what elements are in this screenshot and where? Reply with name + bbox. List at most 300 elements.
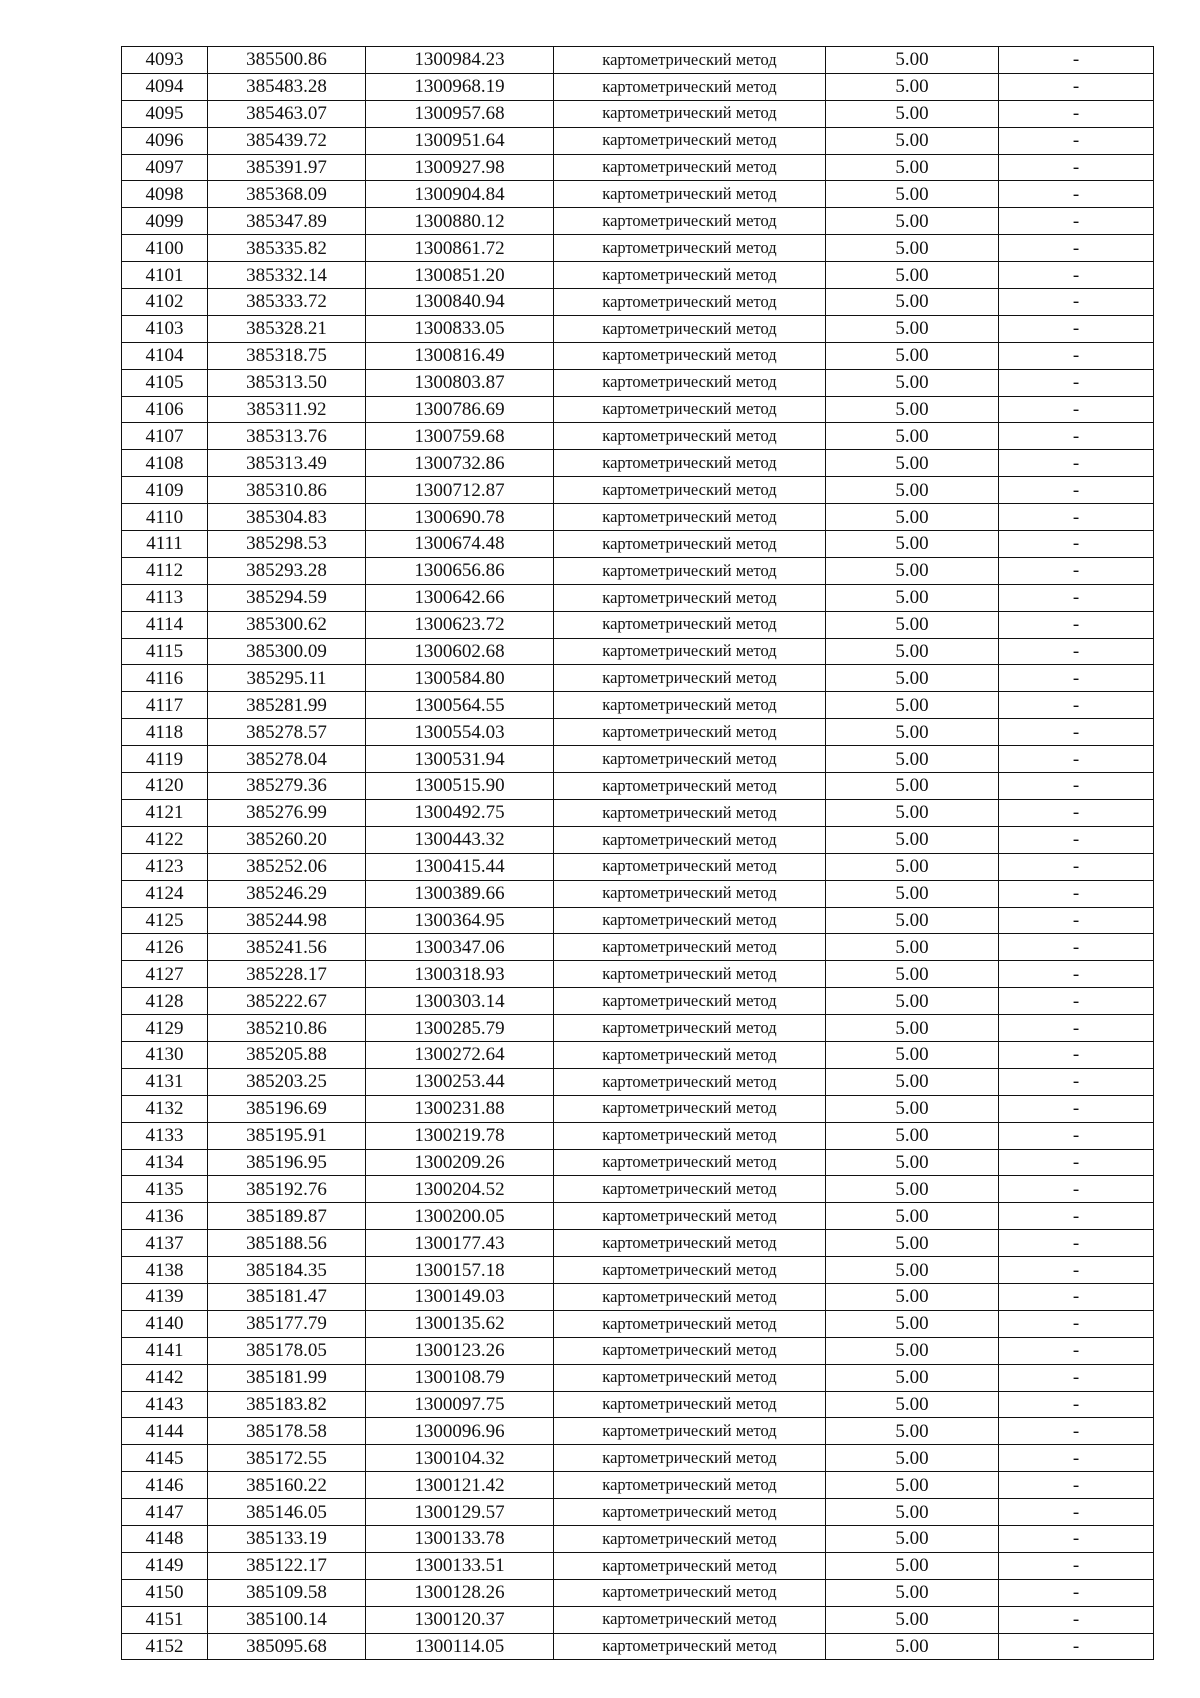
method-cell: картометрический метод bbox=[554, 1418, 826, 1445]
table-row bbox=[122, 1472, 1154, 1499]
accuracy-cell: 5.00 bbox=[826, 1606, 999, 1633]
x-coordinate-cell: 385311.92 bbox=[208, 396, 366, 423]
point-number-cell: 4137 bbox=[122, 1230, 208, 1257]
accuracy-cell: 5.00 bbox=[826, 799, 999, 826]
y-coordinate-cell: 1300204.52 bbox=[366, 1176, 554, 1203]
accuracy-cell: 5.00 bbox=[826, 73, 999, 100]
table-row bbox=[122, 1122, 1154, 1149]
x-coordinate-cell: 385300.09 bbox=[208, 638, 366, 665]
y-coordinate-cell: 1300108.79 bbox=[366, 1364, 554, 1391]
method-cell: картометрический метод bbox=[554, 584, 826, 611]
accuracy-cell: 5.00 bbox=[826, 369, 999, 396]
table-row bbox=[122, 719, 1154, 746]
x-coordinate-cell: 385241.56 bbox=[208, 934, 366, 961]
table-row bbox=[122, 880, 1154, 907]
x-coordinate-cell: 385100.14 bbox=[208, 1606, 366, 1633]
description-cell: - bbox=[999, 934, 1154, 961]
point-number-cell: 4140 bbox=[122, 1310, 208, 1337]
y-coordinate-cell: 1300123.26 bbox=[366, 1337, 554, 1364]
x-coordinate-cell: 385281.99 bbox=[208, 692, 366, 719]
y-coordinate-cell: 1300157.18 bbox=[366, 1257, 554, 1284]
accuracy-cell: 5.00 bbox=[826, 961, 999, 988]
y-coordinate-cell: 1300554.03 bbox=[366, 719, 554, 746]
point-number-cell: 4105 bbox=[122, 369, 208, 396]
method-cell: картометрический метод bbox=[554, 531, 826, 558]
method-cell: картометрический метод bbox=[554, 638, 826, 665]
table-row bbox=[122, 907, 1154, 934]
y-coordinate-cell: 1300209.26 bbox=[366, 1149, 554, 1176]
x-coordinate-cell: 385189.87 bbox=[208, 1203, 366, 1230]
point-number-cell: 4116 bbox=[122, 665, 208, 692]
x-coordinate-cell: 385122.17 bbox=[208, 1552, 366, 1579]
method-cell: картометрический метод bbox=[554, 47, 826, 74]
table-row bbox=[122, 1391, 1154, 1418]
x-coordinate-cell: 385318.75 bbox=[208, 342, 366, 369]
y-coordinate-cell: 1300851.20 bbox=[366, 262, 554, 289]
point-number-cell: 4107 bbox=[122, 423, 208, 450]
table-row bbox=[122, 1176, 1154, 1203]
table-row bbox=[122, 961, 1154, 988]
description-cell: - bbox=[999, 1310, 1154, 1337]
method-cell: картометрический метод bbox=[554, 208, 826, 235]
point-number-cell: 4134 bbox=[122, 1149, 208, 1176]
x-coordinate-cell: 385244.98 bbox=[208, 907, 366, 934]
table-row bbox=[122, 1203, 1154, 1230]
description-cell: - bbox=[999, 1257, 1154, 1284]
x-coordinate-cell: 385252.06 bbox=[208, 853, 366, 880]
accuracy-cell: 5.00 bbox=[826, 611, 999, 638]
table-row bbox=[122, 1579, 1154, 1606]
description-cell: - bbox=[999, 423, 1154, 450]
x-coordinate-cell: 385196.69 bbox=[208, 1095, 366, 1122]
x-coordinate-cell: 385279.36 bbox=[208, 773, 366, 800]
point-number-cell: 4108 bbox=[122, 450, 208, 477]
accuracy-cell: 5.00 bbox=[826, 1149, 999, 1176]
table-row bbox=[122, 73, 1154, 100]
method-cell: картометрический метод bbox=[554, 611, 826, 638]
x-coordinate-cell: 385181.47 bbox=[208, 1283, 366, 1310]
table-row bbox=[122, 154, 1154, 181]
y-coordinate-cell: 1300927.98 bbox=[366, 154, 554, 181]
accuracy-cell: 5.00 bbox=[826, 1364, 999, 1391]
coordinates-table bbox=[121, 46, 1154, 1660]
method-cell: картометрический метод bbox=[554, 262, 826, 289]
point-number-cell: 4103 bbox=[122, 315, 208, 342]
table-row bbox=[122, 47, 1154, 74]
y-coordinate-cell: 1300415.44 bbox=[366, 853, 554, 880]
y-coordinate-cell: 1300129.57 bbox=[366, 1499, 554, 1526]
accuracy-cell: 5.00 bbox=[826, 47, 999, 74]
point-number-cell: 4138 bbox=[122, 1257, 208, 1284]
method-cell: картометрический метод bbox=[554, 369, 826, 396]
accuracy-cell: 5.00 bbox=[826, 934, 999, 961]
accuracy-cell: 5.00 bbox=[826, 1041, 999, 1068]
point-number-cell: 4100 bbox=[122, 235, 208, 262]
y-coordinate-cell: 1300564.55 bbox=[366, 692, 554, 719]
x-coordinate-cell: 385313.50 bbox=[208, 369, 366, 396]
accuracy-cell: 5.00 bbox=[826, 1310, 999, 1337]
accuracy-cell: 5.00 bbox=[826, 719, 999, 746]
accuracy-cell: 5.00 bbox=[826, 477, 999, 504]
point-number-cell: 4098 bbox=[122, 181, 208, 208]
y-coordinate-cell: 1300120.37 bbox=[366, 1606, 554, 1633]
y-coordinate-cell: 1300816.49 bbox=[366, 342, 554, 369]
x-coordinate-cell: 385276.99 bbox=[208, 799, 366, 826]
accuracy-cell: 5.00 bbox=[826, 665, 999, 692]
point-number-cell: 4126 bbox=[122, 934, 208, 961]
point-number-cell: 4093 bbox=[122, 47, 208, 74]
point-number-cell: 4145 bbox=[122, 1445, 208, 1472]
description-cell: - bbox=[999, 1122, 1154, 1149]
description-cell: - bbox=[999, 1283, 1154, 1310]
method-cell: картометрический метод bbox=[554, 1095, 826, 1122]
point-number-cell: 4150 bbox=[122, 1579, 208, 1606]
description-cell: - bbox=[999, 235, 1154, 262]
y-coordinate-cell: 1300492.75 bbox=[366, 799, 554, 826]
method-cell: картометрический метод bbox=[554, 961, 826, 988]
x-coordinate-cell: 385332.14 bbox=[208, 262, 366, 289]
method-cell: картометрический метод bbox=[554, 1041, 826, 1068]
y-coordinate-cell: 1300833.05 bbox=[366, 315, 554, 342]
point-number-cell: 4149 bbox=[122, 1552, 208, 1579]
accuracy-cell: 5.00 bbox=[826, 584, 999, 611]
description-cell: - bbox=[999, 369, 1154, 396]
y-coordinate-cell: 1300149.03 bbox=[366, 1283, 554, 1310]
y-coordinate-cell: 1300097.75 bbox=[366, 1391, 554, 1418]
description-cell: - bbox=[999, 1230, 1154, 1257]
y-coordinate-cell: 1300128.26 bbox=[366, 1579, 554, 1606]
y-coordinate-cell: 1300347.06 bbox=[366, 934, 554, 961]
table-row bbox=[122, 235, 1154, 262]
method-cell: картометрический метод bbox=[554, 100, 826, 127]
y-coordinate-cell: 1300177.43 bbox=[366, 1230, 554, 1257]
accuracy-cell: 5.00 bbox=[826, 1230, 999, 1257]
x-coordinate-cell: 385205.88 bbox=[208, 1041, 366, 1068]
point-number-cell: 4110 bbox=[122, 504, 208, 531]
point-number-cell: 4131 bbox=[122, 1068, 208, 1095]
y-coordinate-cell: 1300389.66 bbox=[366, 880, 554, 907]
point-number-cell: 4139 bbox=[122, 1283, 208, 1310]
y-coordinate-cell: 1300121.42 bbox=[366, 1472, 554, 1499]
point-number-cell: 4094 bbox=[122, 73, 208, 100]
y-coordinate-cell: 1300272.64 bbox=[366, 1041, 554, 1068]
x-coordinate-cell: 385294.59 bbox=[208, 584, 366, 611]
table-row bbox=[122, 181, 1154, 208]
description-cell: - bbox=[999, 73, 1154, 100]
accuracy-cell: 5.00 bbox=[826, 692, 999, 719]
x-coordinate-cell: 385500.86 bbox=[208, 47, 366, 74]
y-coordinate-cell: 1300133.51 bbox=[366, 1552, 554, 1579]
accuracy-cell: 5.00 bbox=[826, 423, 999, 450]
table-row bbox=[122, 1418, 1154, 1445]
y-coordinate-cell: 1300759.68 bbox=[366, 423, 554, 450]
description-cell: - bbox=[999, 127, 1154, 154]
description-cell: - bbox=[999, 692, 1154, 719]
y-coordinate-cell: 1300968.19 bbox=[366, 73, 554, 100]
x-coordinate-cell: 385439.72 bbox=[208, 127, 366, 154]
y-coordinate-cell: 1300904.84 bbox=[366, 181, 554, 208]
description-cell: - bbox=[999, 746, 1154, 773]
method-cell: картометрический метод bbox=[554, 235, 826, 262]
method-cell: картометрический метод bbox=[554, 1257, 826, 1284]
y-coordinate-cell: 1300443.32 bbox=[366, 826, 554, 853]
method-cell: картометрический метод bbox=[554, 907, 826, 934]
method-cell: картометрический метод bbox=[554, 1015, 826, 1042]
method-cell: картометрический метод bbox=[554, 853, 826, 880]
point-number-cell: 4146 bbox=[122, 1472, 208, 1499]
x-coordinate-cell: 385146.05 bbox=[208, 1499, 366, 1526]
description-cell: - bbox=[999, 1068, 1154, 1095]
point-number-cell: 4147 bbox=[122, 1499, 208, 1526]
description-cell: - bbox=[999, 450, 1154, 477]
y-coordinate-cell: 1300674.48 bbox=[366, 531, 554, 558]
x-coordinate-cell: 385333.72 bbox=[208, 289, 366, 316]
point-number-cell: 4118 bbox=[122, 719, 208, 746]
y-coordinate-cell: 1300364.95 bbox=[366, 907, 554, 934]
y-coordinate-cell: 1300803.87 bbox=[366, 369, 554, 396]
x-coordinate-cell: 385304.83 bbox=[208, 504, 366, 531]
method-cell: картометрический метод bbox=[554, 423, 826, 450]
description-cell: - bbox=[999, 396, 1154, 423]
point-number-cell: 4143 bbox=[122, 1391, 208, 1418]
accuracy-cell: 5.00 bbox=[826, 262, 999, 289]
y-coordinate-cell: 1300984.23 bbox=[366, 47, 554, 74]
description-cell: - bbox=[999, 880, 1154, 907]
description-cell: - bbox=[999, 1525, 1154, 1552]
table-row bbox=[122, 1552, 1154, 1579]
table-row bbox=[122, 127, 1154, 154]
accuracy-cell: 5.00 bbox=[826, 1176, 999, 1203]
table-row bbox=[122, 1364, 1154, 1391]
accuracy-cell: 5.00 bbox=[826, 1525, 999, 1552]
table-row bbox=[122, 1015, 1154, 1042]
accuracy-cell: 5.00 bbox=[826, 1095, 999, 1122]
y-coordinate-cell: 1300114.05 bbox=[366, 1633, 554, 1660]
accuracy-cell: 5.00 bbox=[826, 1499, 999, 1526]
description-cell: - bbox=[999, 504, 1154, 531]
point-number-cell: 4136 bbox=[122, 1203, 208, 1230]
table-row bbox=[122, 773, 1154, 800]
x-coordinate-cell: 385246.29 bbox=[208, 880, 366, 907]
accuracy-cell: 5.00 bbox=[826, 396, 999, 423]
x-coordinate-cell: 385278.57 bbox=[208, 719, 366, 746]
y-coordinate-cell: 1300861.72 bbox=[366, 235, 554, 262]
description-cell: - bbox=[999, 719, 1154, 746]
description-cell: - bbox=[999, 826, 1154, 853]
point-number-cell: 4141 bbox=[122, 1337, 208, 1364]
accuracy-cell: 5.00 bbox=[826, 1337, 999, 1364]
point-number-cell: 4109 bbox=[122, 477, 208, 504]
accuracy-cell: 5.00 bbox=[826, 638, 999, 665]
point-number-cell: 4122 bbox=[122, 826, 208, 853]
description-cell: - bbox=[999, 1176, 1154, 1203]
accuracy-cell: 5.00 bbox=[826, 450, 999, 477]
description-cell: - bbox=[999, 1579, 1154, 1606]
y-coordinate-cell: 1300623.72 bbox=[366, 611, 554, 638]
x-coordinate-cell: 385095.68 bbox=[208, 1633, 366, 1660]
method-cell: картометрический метод bbox=[554, 1122, 826, 1149]
accuracy-cell: 5.00 bbox=[826, 1015, 999, 1042]
x-coordinate-cell: 385293.28 bbox=[208, 557, 366, 584]
y-coordinate-cell: 1300253.44 bbox=[366, 1068, 554, 1095]
accuracy-cell: 5.00 bbox=[826, 100, 999, 127]
method-cell: картометрический метод bbox=[554, 127, 826, 154]
y-coordinate-cell: 1300951.64 bbox=[366, 127, 554, 154]
description-cell: - bbox=[999, 799, 1154, 826]
accuracy-cell: 5.00 bbox=[826, 315, 999, 342]
accuracy-cell: 5.00 bbox=[826, 1552, 999, 1579]
y-coordinate-cell: 1300656.86 bbox=[366, 557, 554, 584]
description-cell: - bbox=[999, 1203, 1154, 1230]
method-cell: картометрический метод bbox=[554, 1149, 826, 1176]
description-cell: - bbox=[999, 1364, 1154, 1391]
x-coordinate-cell: 385313.49 bbox=[208, 450, 366, 477]
point-number-cell: 4129 bbox=[122, 1015, 208, 1042]
y-coordinate-cell: 1300880.12 bbox=[366, 208, 554, 235]
x-coordinate-cell: 385278.04 bbox=[208, 746, 366, 773]
table-row bbox=[122, 1068, 1154, 1095]
method-cell: картометрический метод bbox=[554, 826, 826, 853]
table-row bbox=[122, 1445, 1154, 1472]
x-coordinate-cell: 385196.95 bbox=[208, 1149, 366, 1176]
method-cell: картометрический метод bbox=[554, 73, 826, 100]
x-coordinate-cell: 385178.05 bbox=[208, 1337, 366, 1364]
x-coordinate-cell: 385181.99 bbox=[208, 1364, 366, 1391]
y-coordinate-cell: 1300531.94 bbox=[366, 746, 554, 773]
description-cell: - bbox=[999, 531, 1154, 558]
table-row bbox=[122, 531, 1154, 558]
method-cell: картометрический метод bbox=[554, 1230, 826, 1257]
description-cell: - bbox=[999, 961, 1154, 988]
method-cell: картометрический метод bbox=[554, 396, 826, 423]
y-coordinate-cell: 1300135.62 bbox=[366, 1310, 554, 1337]
table-row bbox=[122, 1337, 1154, 1364]
point-number-cell: 4124 bbox=[122, 880, 208, 907]
method-cell: картометрический метод bbox=[554, 1525, 826, 1552]
point-number-cell: 4117 bbox=[122, 692, 208, 719]
method-cell: картометрический метод bbox=[554, 1445, 826, 1472]
table-row bbox=[122, 799, 1154, 826]
y-coordinate-cell: 1300318.93 bbox=[366, 961, 554, 988]
point-number-cell: 4104 bbox=[122, 342, 208, 369]
x-coordinate-cell: 385298.53 bbox=[208, 531, 366, 558]
point-number-cell: 4142 bbox=[122, 1364, 208, 1391]
description-cell: - bbox=[999, 1337, 1154, 1364]
description-cell: - bbox=[999, 315, 1154, 342]
point-number-cell: 4101 bbox=[122, 262, 208, 289]
description-cell: - bbox=[999, 1391, 1154, 1418]
description-cell: - bbox=[999, 584, 1154, 611]
description-cell: - bbox=[999, 988, 1154, 1015]
accuracy-cell: 5.00 bbox=[826, 289, 999, 316]
accuracy-cell: 5.00 bbox=[826, 342, 999, 369]
y-coordinate-cell: 1300285.79 bbox=[366, 1015, 554, 1042]
y-coordinate-cell: 1300219.78 bbox=[366, 1122, 554, 1149]
description-cell: - bbox=[999, 1041, 1154, 1068]
x-coordinate-cell: 385313.76 bbox=[208, 423, 366, 450]
table-row bbox=[122, 934, 1154, 961]
accuracy-cell: 5.00 bbox=[826, 1068, 999, 1095]
accuracy-cell: 5.00 bbox=[826, 746, 999, 773]
y-coordinate-cell: 1300602.68 bbox=[366, 638, 554, 665]
description-cell: - bbox=[999, 557, 1154, 584]
point-number-cell: 4148 bbox=[122, 1525, 208, 1552]
method-cell: картометрический метод bbox=[554, 1203, 826, 1230]
table-row bbox=[122, 1525, 1154, 1552]
description-cell: - bbox=[999, 477, 1154, 504]
point-number-cell: 4132 bbox=[122, 1095, 208, 1122]
description-cell: - bbox=[999, 1633, 1154, 1660]
point-number-cell: 4097 bbox=[122, 154, 208, 181]
description-cell: - bbox=[999, 1095, 1154, 1122]
method-cell: картометрический метод bbox=[554, 477, 826, 504]
method-cell: картометрический метод bbox=[554, 1552, 826, 1579]
x-coordinate-cell: 385183.82 bbox=[208, 1391, 366, 1418]
accuracy-cell: 5.00 bbox=[826, 773, 999, 800]
method-cell: картометрический метод bbox=[554, 1499, 826, 1526]
table-row bbox=[122, 584, 1154, 611]
y-coordinate-cell: 1300690.78 bbox=[366, 504, 554, 531]
method-cell: картометрический метод bbox=[554, 450, 826, 477]
accuracy-cell: 5.00 bbox=[826, 181, 999, 208]
description-cell: - bbox=[999, 47, 1154, 74]
accuracy-cell: 5.00 bbox=[826, 1472, 999, 1499]
x-coordinate-cell: 385177.79 bbox=[208, 1310, 366, 1337]
description-cell: - bbox=[999, 1499, 1154, 1526]
table-row bbox=[122, 504, 1154, 531]
x-coordinate-cell: 385335.82 bbox=[208, 235, 366, 262]
y-coordinate-cell: 1300584.80 bbox=[366, 665, 554, 692]
description-cell: - bbox=[999, 773, 1154, 800]
table-row bbox=[122, 638, 1154, 665]
table-row bbox=[122, 396, 1154, 423]
x-coordinate-cell: 385300.62 bbox=[208, 611, 366, 638]
accuracy-cell: 5.00 bbox=[826, 1257, 999, 1284]
method-cell: картометрический метод bbox=[554, 1364, 826, 1391]
point-number-cell: 4127 bbox=[122, 961, 208, 988]
method-cell: картометрический метод bbox=[554, 154, 826, 181]
method-cell: картометрический метод bbox=[554, 315, 826, 342]
y-coordinate-cell: 1300303.14 bbox=[366, 988, 554, 1015]
table-row bbox=[122, 692, 1154, 719]
y-coordinate-cell: 1300200.05 bbox=[366, 1203, 554, 1230]
accuracy-cell: 5.00 bbox=[826, 1122, 999, 1149]
description-cell: - bbox=[999, 1149, 1154, 1176]
method-cell: картометрический метод bbox=[554, 880, 826, 907]
table-row bbox=[122, 1606, 1154, 1633]
table-row bbox=[122, 1633, 1154, 1660]
point-number-cell: 4144 bbox=[122, 1418, 208, 1445]
table-row bbox=[122, 988, 1154, 1015]
method-cell: картометрический метод bbox=[554, 1472, 826, 1499]
description-cell: - bbox=[999, 638, 1154, 665]
accuracy-cell: 5.00 bbox=[826, 127, 999, 154]
table-row bbox=[122, 1499, 1154, 1526]
table-body bbox=[122, 47, 1154, 1660]
point-number-cell: 4114 bbox=[122, 611, 208, 638]
table-row bbox=[122, 450, 1154, 477]
accuracy-cell: 5.00 bbox=[826, 853, 999, 880]
description-cell: - bbox=[999, 1606, 1154, 1633]
description-cell: - bbox=[999, 611, 1154, 638]
point-number-cell: 4115 bbox=[122, 638, 208, 665]
method-cell: картометрический метод bbox=[554, 1068, 826, 1095]
point-number-cell: 4099 bbox=[122, 208, 208, 235]
point-number-cell: 4106 bbox=[122, 396, 208, 423]
method-cell: картометрический метод bbox=[554, 289, 826, 316]
table-row bbox=[122, 342, 1154, 369]
x-coordinate-cell: 385184.35 bbox=[208, 1257, 366, 1284]
